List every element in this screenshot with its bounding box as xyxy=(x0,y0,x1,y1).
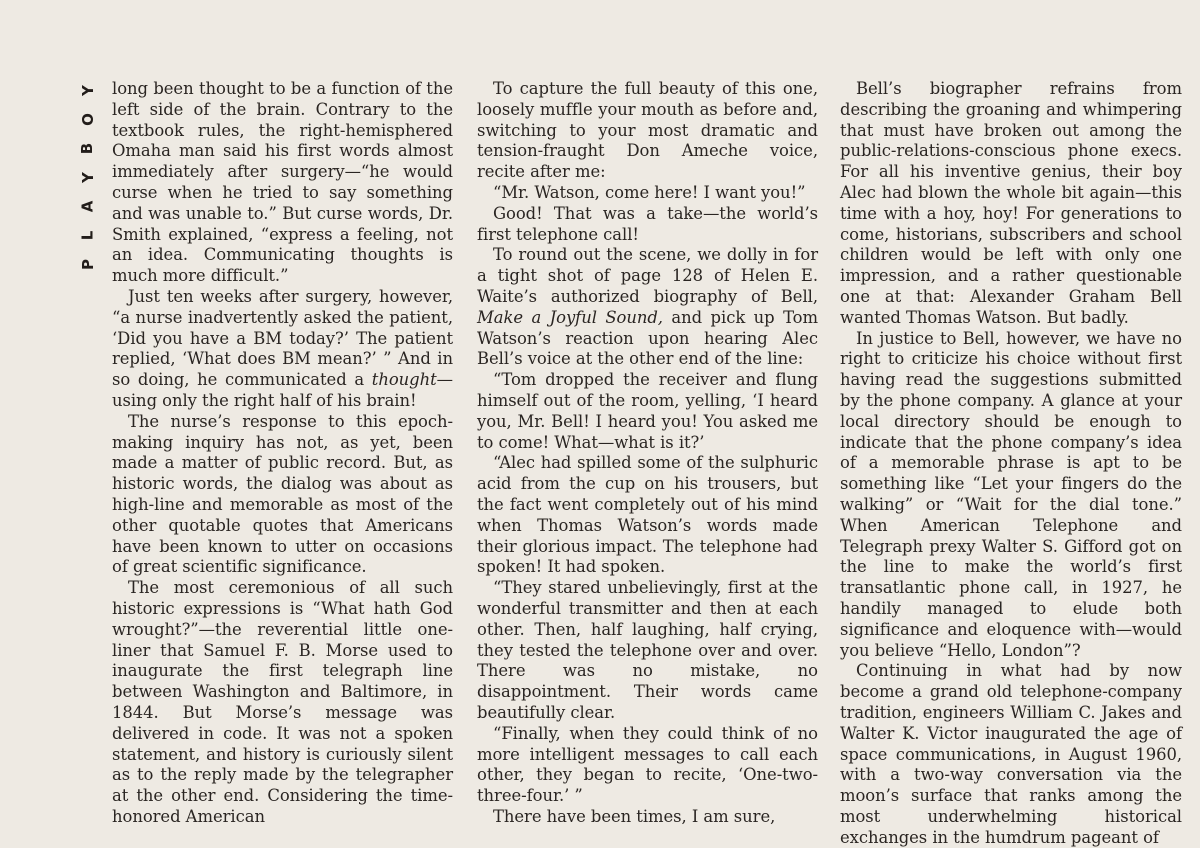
text-column-1 xyxy=(112,79,453,828)
paragraph xyxy=(477,183,818,204)
paragraph xyxy=(840,329,1182,662)
side-letter: Y xyxy=(78,85,97,96)
paragraph xyxy=(477,453,818,578)
paragraph-text: “Mr. Watson, come here! I want you!” xyxy=(493,182,806,202)
paragraph xyxy=(477,724,818,807)
paragraph xyxy=(477,204,818,246)
paragraph-text: To capture the full beauty of this one, loosely muffle your mouth as before and, switching to your most dramatic and tension-fraught Don Ameche voice, recite after me: xyxy=(477,79,818,182)
paragraph xyxy=(840,79,1182,329)
paragraph-text: “Finally, when they could think of no more intelligent messages to call each other, they began to recite, ‘One-two-three-four.’ ” xyxy=(477,723,818,806)
paragraph-text: In justice to Bell, however, we have no right to criticize his choice without first having read the suggestions submitted by the phone company. A glance at your local directory should be enough to indicate that the phone company’s idea of a memorable phrase is apt to be something like “Let your fingers do the walking” or “Wait for the dial tone.” When American Telephone and Telegraph prexy Walter S. Gifford got on the line to make the world’s first transatlantic phone call, in 1927, he handily managed to elude both significance and eloquence with—would you believe “Hello, London”? xyxy=(840,328,1182,660)
paragraph-text: —using only the right half of his brain! xyxy=(112,370,453,410)
paragraph-text: “They stared unbelievingly, first at the wonderful transmitter and then at each other. Then, half laughing, half crying, they tested the telephone over and over. There was no mistake, no disappointment. Their words came beautifully clear. xyxy=(477,578,818,722)
side-letter: B xyxy=(78,142,97,155)
paragraph xyxy=(477,245,818,370)
paragraph-text: There have been times, I am sure, xyxy=(493,806,776,826)
paragraph xyxy=(477,370,818,453)
paragraph xyxy=(112,79,453,287)
side-letter: A xyxy=(78,200,97,213)
side-letter: P xyxy=(78,259,97,270)
paragraph-text: To round out the scene, we dolly in for a tight shot of page 128 of Helen E. Waite’s authorized biography of Bell, xyxy=(477,245,818,306)
paragraph xyxy=(477,578,818,724)
book-title-italic: Make a Joyful Sound, xyxy=(477,307,663,327)
paragraph-text: Bell’s biographer refrains from describing the groaning and whimpering that must have broken out among the public-relations-conscious phone execs. For all his inventive genius, their boy Alec had blown the whole bit again—this time with a hoy, hoy! For generations to come, historians, subscribers and school children would be left with only one impression, and a rather questionable one at that: Alexander Graham Bell wanted Thomas Watson. But badly. xyxy=(840,79,1182,327)
side-letter: O xyxy=(78,113,97,126)
side-letter: Y xyxy=(78,172,97,183)
text-column-2 xyxy=(477,79,818,828)
paragraph xyxy=(112,287,453,412)
magazine-side-logo xyxy=(72,76,104,276)
paragraph-text: Continuing in what had by now become a grand old telephone-company tradition, engineers William C. Jakes and Walter K. Victor inaugurated the age of space communications, in August 1960, with a two-way conversation via the moon’s surface that ranks among the most underwhelming historical exchanges in the humdrum pageant of xyxy=(840,661,1182,847)
paragraph xyxy=(477,79,818,183)
side-letter: L xyxy=(78,230,97,241)
paragraph-text: Just ten weeks after surgery, however, “a nurse inadvertently asked the patient, ‘Did you have a BM today?’ The patient replied, ‘What does BM mean?’ ” And in so doing, he communicated a xyxy=(112,286,453,390)
paragraph-text: The most ceremonious of all such historic expressions is “What hath God wrought?”—the reverential little one-liner that Samuel F. B. Morse used to inaugurate the first telegraph line between Washington and Baltimore, in 1844. But Morse’s message was delivered in code. It was not a spoken statement, and history is curiously silent as to the reply made by the telegrapher at the other end. Considering the time-honored American xyxy=(112,578,453,826)
paragraph xyxy=(840,661,1182,848)
paragraph xyxy=(112,578,453,828)
paragraph xyxy=(112,412,453,578)
text-column-3 xyxy=(840,79,1182,848)
paragraph-text: The nurse’s response to this epoch-making inquiry has not, as yet, been made a matter of public record. But, as historic words, the dialog was about as high-line and memorable as most of the other quotable quotes that Americans have been known to utter on occasions of great scientific significance. xyxy=(112,411,453,577)
italic-text: thought xyxy=(371,370,437,390)
paragraph-text: “Tom dropped the receiver and flung himself out of the room, yelling, ‘I heard you, Mr. Bell! I heard you! You asked me to come! What—what is it?’ xyxy=(477,370,818,452)
paragraph-text: “Alec had spilled some of the sulphuric acid from the cup on his trousers, but the fact went completely out of his mind when Thomas Watson’s words made their glorious impact. The telephone had spoken! It had spoken. xyxy=(477,453,818,577)
paragraph-text: long been thought to be a function of the left side of the brain. Contrary to the textbook rules, the right-hemisphered Omaha man said his first words almost immediately after surgery—“he would curse when he tried to say something and was unable to.” But curse words, Dr. Smith explained, “express a feeling, not an idea. Communicating thoughts is much more difficult.” xyxy=(112,79,453,286)
paragraph-text: and pick up Tom Watson’s reaction upon hearing Alec Bell’s voice at the other end of the line: xyxy=(477,307,818,369)
paragraph xyxy=(477,807,818,828)
paragraph-text: Good! That was a take—the world’s first telephone call! xyxy=(477,203,818,244)
